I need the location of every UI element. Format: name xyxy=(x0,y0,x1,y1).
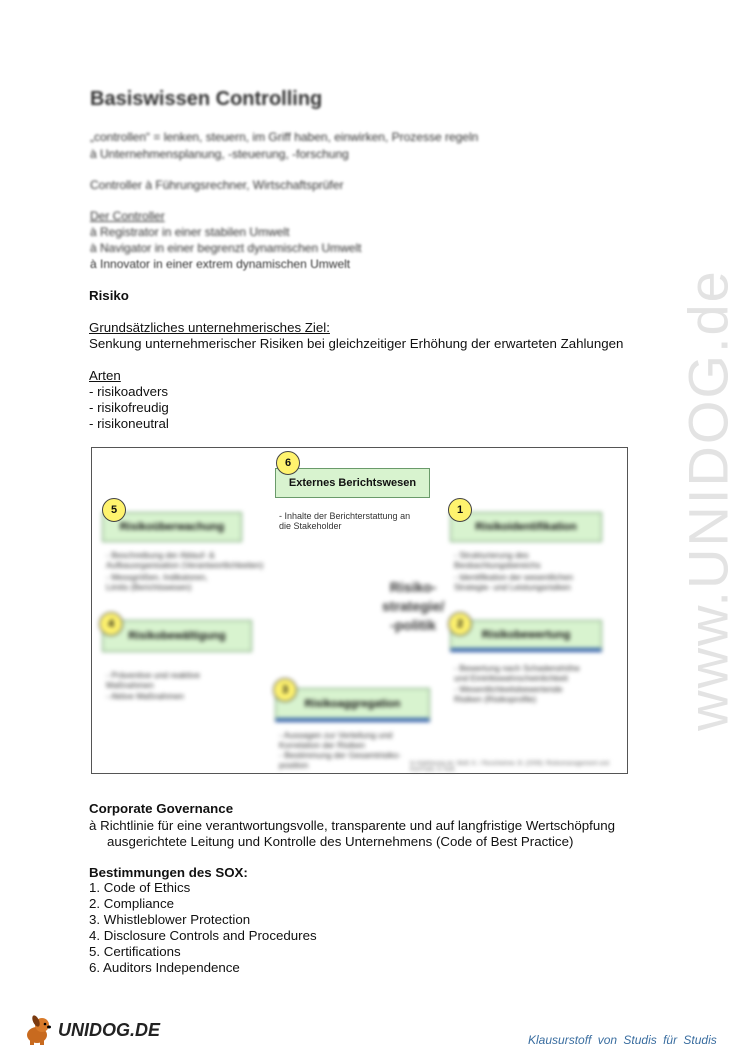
page-title: Basiswissen Controlling xyxy=(90,88,323,110)
box-text: - Bestimmung der Gesamtrisiko- xyxy=(279,750,401,760)
box-risikoidentifikation xyxy=(450,512,602,542)
logo-text: UNIDOG.DE xyxy=(58,1019,161,1040)
sox-item: 6. Auditors Independence xyxy=(89,960,240,975)
box-text: Risiken (Risikoprofile) xyxy=(454,694,537,704)
sox-item: 1. Code of Ethics xyxy=(89,880,191,895)
governance-line-1: à Richtlinie für eine verantwortungsvolle, transparente und auf langfristige Wertschöpfung xyxy=(89,818,616,833)
ziel-label: Grundsätzliches unternehmerisches Ziel: xyxy=(89,320,330,335)
box-risikobewaeltigung xyxy=(102,620,252,652)
center-line: Risiko- xyxy=(389,579,437,595)
box-text: Aufbauorganisation (Verantwortlichkeiten) xyxy=(106,560,264,570)
box-text: - Präventive und reaktive xyxy=(106,670,201,680)
arten-item: - risikofreudig xyxy=(89,400,169,415)
sox-item: 2. Compliance xyxy=(89,896,174,911)
center-line: -politik xyxy=(390,617,437,633)
box-text: Strategie- und Leistungsrisiken xyxy=(454,582,571,592)
unidog-logo[interactable] xyxy=(22,1013,160,1047)
ziel-text: Senkung unternehmerischer Risiken bei gleichzeitiger Erhöhung der erwarteten Zahlungen xyxy=(89,336,624,351)
center-line: strategie/ xyxy=(382,598,445,614)
footer-tagline: Klausurstoff von Studis für Studis xyxy=(528,1033,717,1047)
risiko-heading: Risiko xyxy=(89,288,129,303)
step-number-badge: 1 xyxy=(448,498,472,522)
controller-role-3: à Innovator in einer extrem dynamischen Umwelt xyxy=(90,257,351,271)
sox-heading: Bestimmungen des SOX: xyxy=(89,865,248,880)
sox-item: 4. Disclosure Controls and Procedures xyxy=(89,928,317,943)
definition-line: „controllen“ = lenken, steuern, im Griff haben, einwirken, Prozesse regeln xyxy=(90,130,479,144)
arten-item: - risikoneutral xyxy=(89,416,169,431)
box-label: Risikoaggregation xyxy=(304,697,401,710)
sox-item: 5. Certifications xyxy=(89,944,181,959)
governance-heading: Corporate Governance xyxy=(89,801,234,816)
box-text: - Beschreibung der Ablauf- & xyxy=(106,550,215,560)
box-label: Risikobewältigung xyxy=(128,630,226,642)
box-label: Risikoüberwachung xyxy=(119,521,225,533)
box-label: Externes Berichtswesen xyxy=(288,477,417,489)
box-text: Korrelation der Risiken xyxy=(279,740,365,750)
step-number-badge: 6 xyxy=(276,451,300,475)
definition-result: à Unternehmensplanung, -steuerung, -forschung xyxy=(90,147,349,161)
diagram-citation: In Anlehnung an: Wolf, K. / Runzheimer, B. (2009): Risikomanagement und KonTraG, 5. Aufl. xyxy=(410,761,610,773)
box-text: - Inhalte der Berichterstattung an xyxy=(279,511,411,521)
step-number-badge: 3 xyxy=(273,678,297,702)
box-text: position xyxy=(279,760,309,770)
box-label: Risikobewertung xyxy=(481,628,571,641)
controller-line: Controller à Führungsrechner, Wirtschaftsprüfer xyxy=(90,178,344,192)
box-text: und Eintrittswahrscheinlichkeit xyxy=(454,673,568,683)
controller-heading: Der Controller xyxy=(90,209,165,223)
box-risikoaggregation xyxy=(275,688,430,722)
step-number-badge: 5 xyxy=(102,498,126,522)
diagram-center-label xyxy=(382,578,444,635)
dog-icon xyxy=(22,1013,56,1047)
box-text: - Strukturierung des xyxy=(454,550,529,560)
controller-role-1: à Registrator in einer stabilen Umwelt xyxy=(90,225,290,239)
arten-item: - risikoadvers xyxy=(89,384,169,399)
risk-management-diagram xyxy=(91,447,628,774)
step-number-badge: 4 xyxy=(99,612,123,636)
watermark: www.UNIDOG.de xyxy=(676,269,740,731)
arten-label: Arten xyxy=(89,368,121,383)
box-externes-berichtswesen xyxy=(275,468,430,498)
box-text: - Messgrößen, Indikatoren, xyxy=(106,572,208,582)
box-text: Beobachtungsbereichs xyxy=(454,560,541,570)
box-text: Maßnahmen xyxy=(106,680,154,690)
box-risikobewertung xyxy=(450,620,602,652)
box-text: Limits (Berichtswesen) xyxy=(106,582,192,592)
box-text: - Aussagen zur Verteilung und xyxy=(279,730,393,740)
box-text: - Aktive Maßnahmen xyxy=(106,691,184,701)
box-text: - Identifikation der wesentlichen xyxy=(454,572,574,582)
box-label: Risikoidentifikation xyxy=(475,521,577,533)
governance-line-2: ausgerichtete Leitung und Kontrolle des Unternehmens (Code of Best Practice) xyxy=(107,834,574,849)
step-number-badge: 2 xyxy=(448,612,472,636)
box-text: - Bewertung nach Schadenshöhe xyxy=(454,663,580,673)
box-text: die Stakeholder xyxy=(279,521,342,531)
box-text: - Wesentlichkeitsbewertende xyxy=(454,684,563,694)
controller-role-2: à Navigator in einer begrenzt dynamischen Umwelt xyxy=(90,241,362,255)
sox-item: 3. Whistleblower Protection xyxy=(89,912,251,927)
